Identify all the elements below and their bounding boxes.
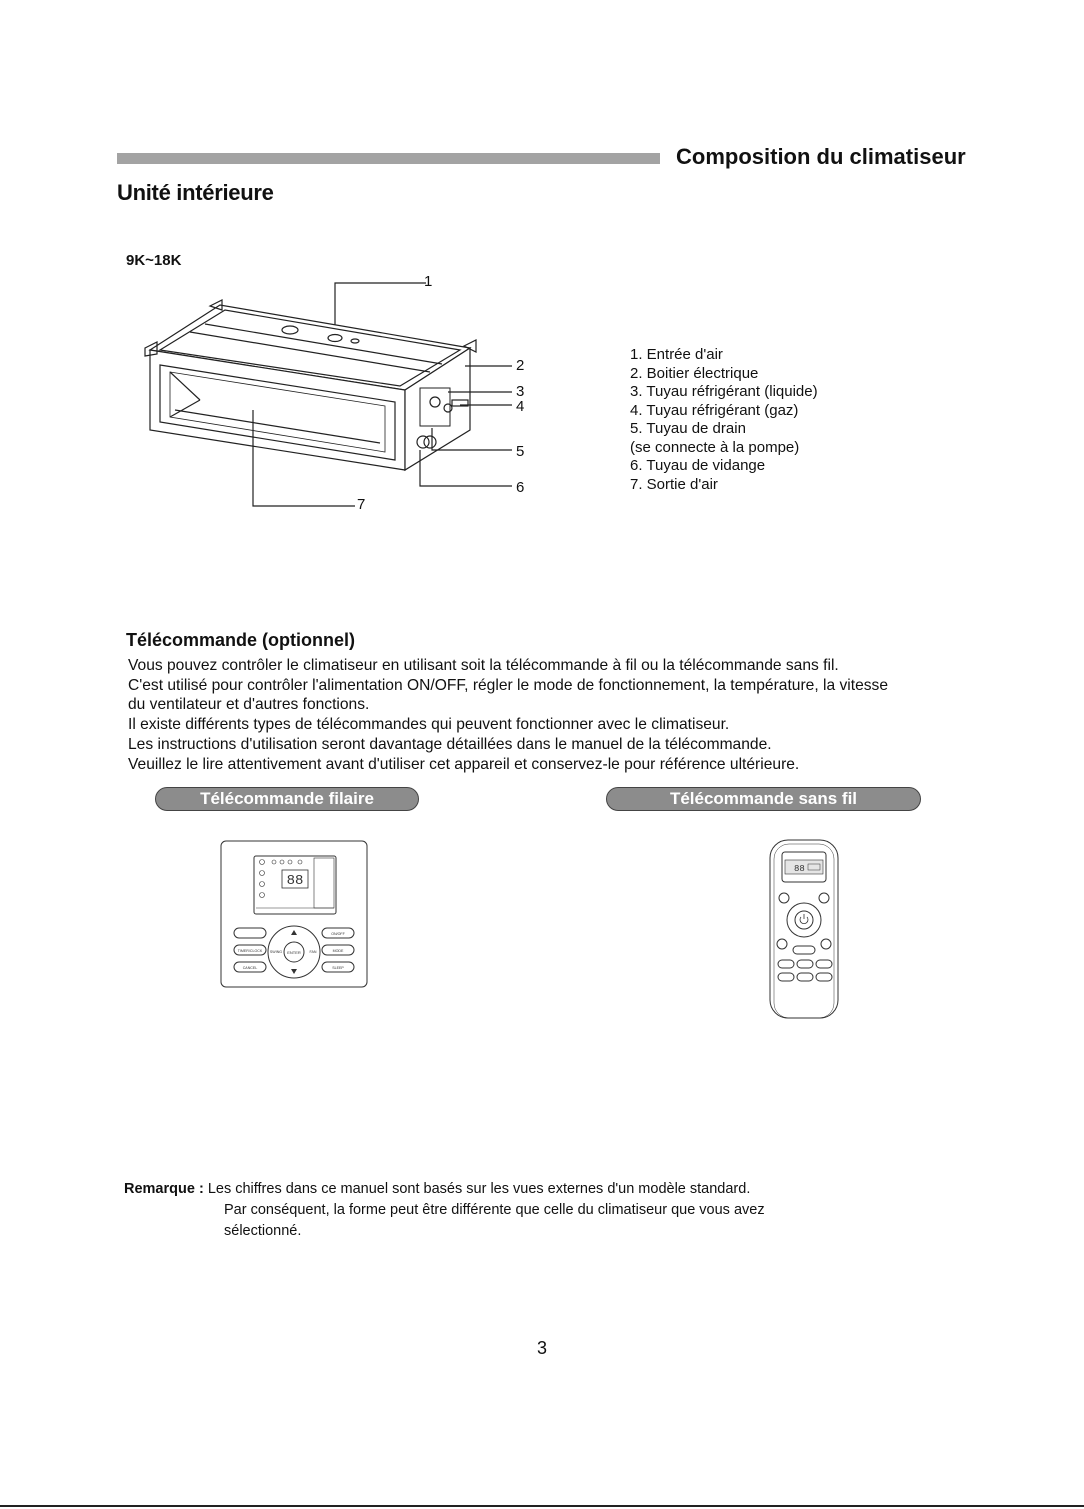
callout-6: 6 [516, 479, 525, 496]
paragraph-line: C'est utilisé pour contrôler l'alimentation ON/OFF, régler le mode de fonctionnement, la température, la vitesse [128, 676, 889, 694]
paragraph-line: Veuillez le lire attentivement avant d'utiliser cet appareil et conservez-le pour référence ultérieure. [128, 755, 800, 773]
section-title: Unité intérieure [117, 180, 274, 205]
svg-text:88: 88 [794, 864, 805, 874]
callout-2: 2 [516, 357, 525, 374]
parts-legend [630, 346, 818, 494]
svg-text:88: 88 [286, 873, 304, 889]
remark-note [124, 1179, 765, 1242]
remark-line: sélectionné. [224, 1223, 302, 1239]
legend-item: 1. Entrée d'air [630, 346, 723, 363]
mode-label: MODE [332, 949, 344, 953]
remark-line: Par conséquent, la forme peut être différente que celle du climatiseur que vous avez [224, 1202, 765, 1218]
legend-item: 5. Tuyau de drain [630, 420, 746, 437]
swing-label: SWING [269, 950, 283, 954]
fan-label: FAN [309, 950, 317, 954]
remote-paragraph [128, 656, 998, 774]
callout-4: 4 [516, 398, 525, 415]
bottom-rule [0, 1505, 1084, 1507]
legend-item: 7. Sortie d'air [630, 475, 718, 493]
sleep-label: SLEEP [332, 966, 344, 970]
paragraph-line: Les instructions d'utilisation seront davantage détaillées dans le manuel de la télécommande. [128, 735, 772, 753]
callout-7: 7 [357, 496, 366, 513]
remark-label: Remarque : [124, 1181, 204, 1197]
on-off-label: ON/OFF [331, 932, 345, 936]
legend-item: 2. Boitier électrique [630, 364, 759, 382]
model-label: 9K~18K [126, 252, 182, 269]
callout-3: 3 [516, 383, 525, 400]
remark-line: Les chiffres dans ce manuel sont basés sur les vues externes d'un modèle standard. [207, 1181, 751, 1197]
legend-item: 3. Tuyau réfrigérant (liquide) [630, 383, 818, 400]
paragraph-line: Il existe différents types de télécommandes qui peuvent fonctionner avec le climatiseur. [128, 716, 730, 734]
paragraph-line: Vous pouvez contrôler le climatiseur en utilisant soit la télécommande à fil ou la télécommande sans fil. [128, 657, 839, 674]
legend-item: 4. Tuyau réfrigérant (gaz) [630, 401, 799, 419]
paragraph-line: du ventilateur et d'autres fonctions. [128, 696, 370, 714]
remote-section-title: Télécommande (optionnel) [126, 630, 356, 650]
wireless-remote-label: Télécommande sans fil [606, 787, 921, 811]
indoor-unit-diagram [130, 270, 550, 520]
cancel-label: CANCEL [242, 966, 258, 970]
wired-remote-label: Télécommande filaire [155, 787, 419, 811]
page-number: 3 [536, 1338, 547, 1358]
legend-item: (se connecte à la pompe) [630, 438, 800, 456]
timer-clock-label: TIMER/CLOCK [237, 949, 263, 953]
callout-1: 1 [424, 273, 433, 290]
page-title: Composition du climatiseur [676, 144, 966, 169]
enter-label: ENTER [287, 950, 301, 955]
header-bar [117, 153, 660, 164]
legend-item: 6. Tuyau de vidange [630, 457, 766, 474]
callout-5: 5 [516, 443, 525, 460]
wireless-remote-illustration [768, 838, 840, 1020]
wired-remote-illustration [220, 840, 368, 988]
